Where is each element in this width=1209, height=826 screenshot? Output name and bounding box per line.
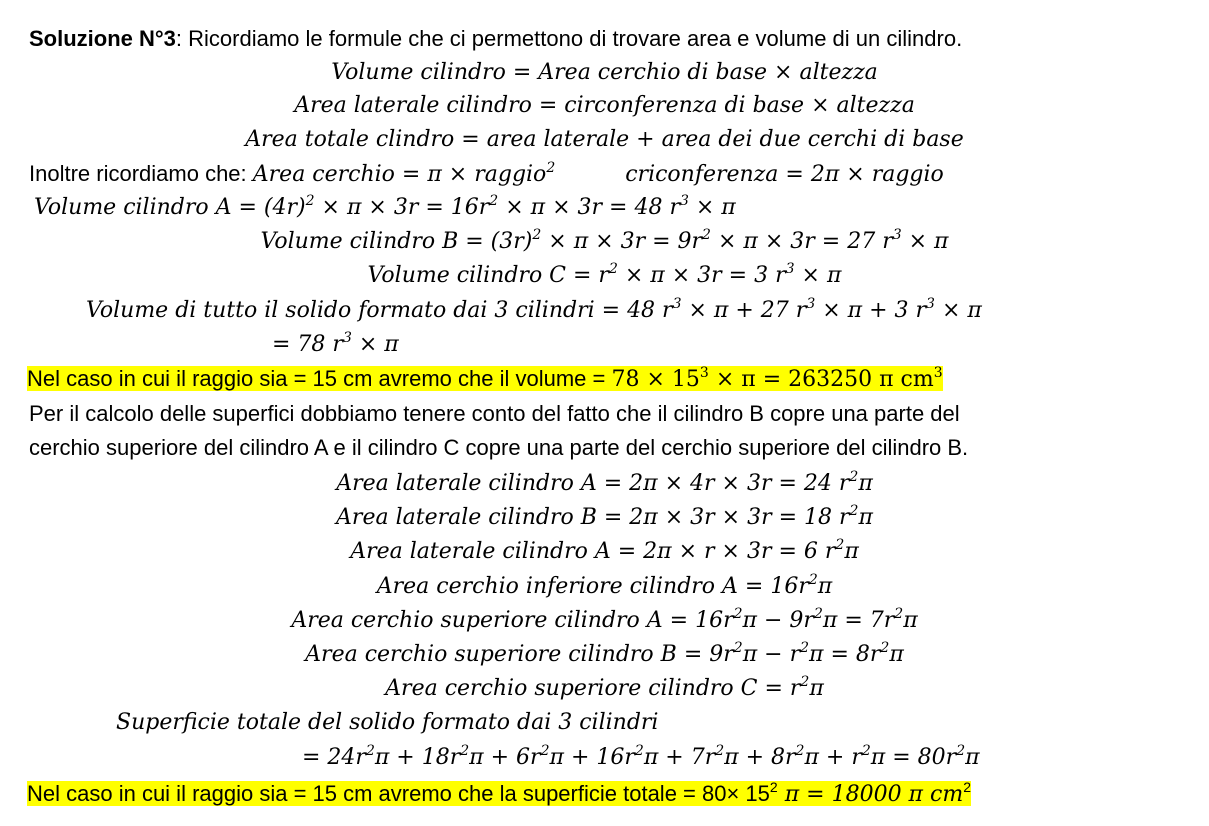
lateral-area-cylinder-a: Area laterale cilindro A = 2π × 4r × 3r = 24 $r^2\pi$	[336, 469, 873, 496]
lateral-area-cylinder-b: Area laterale cilindro B = 2π × 3r × 3r = 18 $r^2\pi$	[336, 503, 873, 530]
formula-circumference: criconferenza = 2π × raggio	[625, 162, 944, 187]
volume-total-result: = 78 $r^3 \times \pi$	[272, 330, 399, 357]
lower-circle-area-cylinder-a: Area cerchio inferiore cilindro $A = 16r^2\pi$	[376, 572, 833, 599]
volume-result-highlight: Nel caso in cui il raggio sia = 15 cm avremo che il volume = $78 \times 15^3 \times \pi = 263250$ π $cm^3$	[27, 365, 943, 392]
formula-lateral-area: Area laterale cilindro = circonferenza di base × altezza	[294, 93, 915, 118]
upper-circle-area-cylinder-a: Area cerchio superiore cilindro $A = 16r^2\pi - 9r^2\pi = 7r^2\pi$	[291, 606, 918, 633]
formula-area-circle: Area cerchio = π × raggio$^2$	[252, 160, 556, 187]
volume-total-solid: Volume di tutto il solido formato dai 3 cilindri = 48 $r^3 \times \pi + 27$ $r^3 \times \pi + 3$ $r^3 \times \pi$	[86, 296, 982, 323]
reminder-line	[29, 157, 944, 191]
solution-intro: : Ricordiamo le formule che ci permettono di trovare area e volume di un cilindro.	[175, 26, 963, 51]
upper-circle-area-cylinder-c: Area cerchio superiore cilindro $C = r^2\pi$	[385, 674, 824, 701]
volume-cylinder-b: Volume cilindro $B = (3r)^2 \times \pi \times 3r = 9r^2 \times \pi \times 3r = 27$ $r^3 \times \pi$	[260, 227, 949, 254]
formula-volume: Volume cilindro = Area cerchio di base × altezza	[331, 60, 878, 85]
total-surface-label: Superficie totale del solido formato dai 3 cilindri	[116, 710, 659, 735]
surface-intro-line-2: cerchio superiore del cilindro A e il cilindro C copre una parte del cerchio superiore del cilindro B.	[29, 435, 969, 460]
upper-circle-area-cylinder-b: Area cerchio superiore cilindro $B = 9r^2\pi - r^2\pi = 8r^2\pi$	[305, 640, 904, 667]
solution-label: Soluzione N°3	[29, 26, 176, 51]
surface-highlight-result	[27, 777, 971, 811]
total-surface-sum: = $24r^2\pi + 18r^2\pi + 6r^2\pi + 16r^2\pi + 7r^2\pi + 8r^2\pi + r^2\pi = 80r^2\pi$	[302, 743, 980, 770]
solution-heading	[29, 22, 962, 56]
surface-result-highlight: Nel caso in cui il raggio sia = 15 cm avremo che la superficie totale = $80\times 15^2$ π = 18000 π $cm^2$	[27, 779, 971, 807]
volume-cylinder-c: Volume cilindro $C = r^2 \times \pi \times 3r = 3$ $r^3 \times \pi$	[367, 261, 842, 288]
reminder-prefix: Inoltre ricordiamo che:	[29, 161, 253, 186]
volume-highlight-result	[27, 362, 943, 396]
lateral-area-cylinder-c: Area laterale cilindro A = 2π × r × 3r = 6 $r^2\pi$	[350, 537, 859, 564]
volume-cylinder-a: Volume cilindro $A = (4r)^2 \times \pi \times 3r = 16r^2 \times \pi \times 3r = 48$ $r^3 \times \pi$	[34, 193, 736, 220]
surface-intro-line-1: Per il calcolo delle superfici dobbiamo tenere conto del fatto che il cilindro B copre una parte del	[29, 401, 960, 426]
formula-total-area: Area totale clindro = area laterale + area dei due cerchi di base	[245, 127, 964, 152]
